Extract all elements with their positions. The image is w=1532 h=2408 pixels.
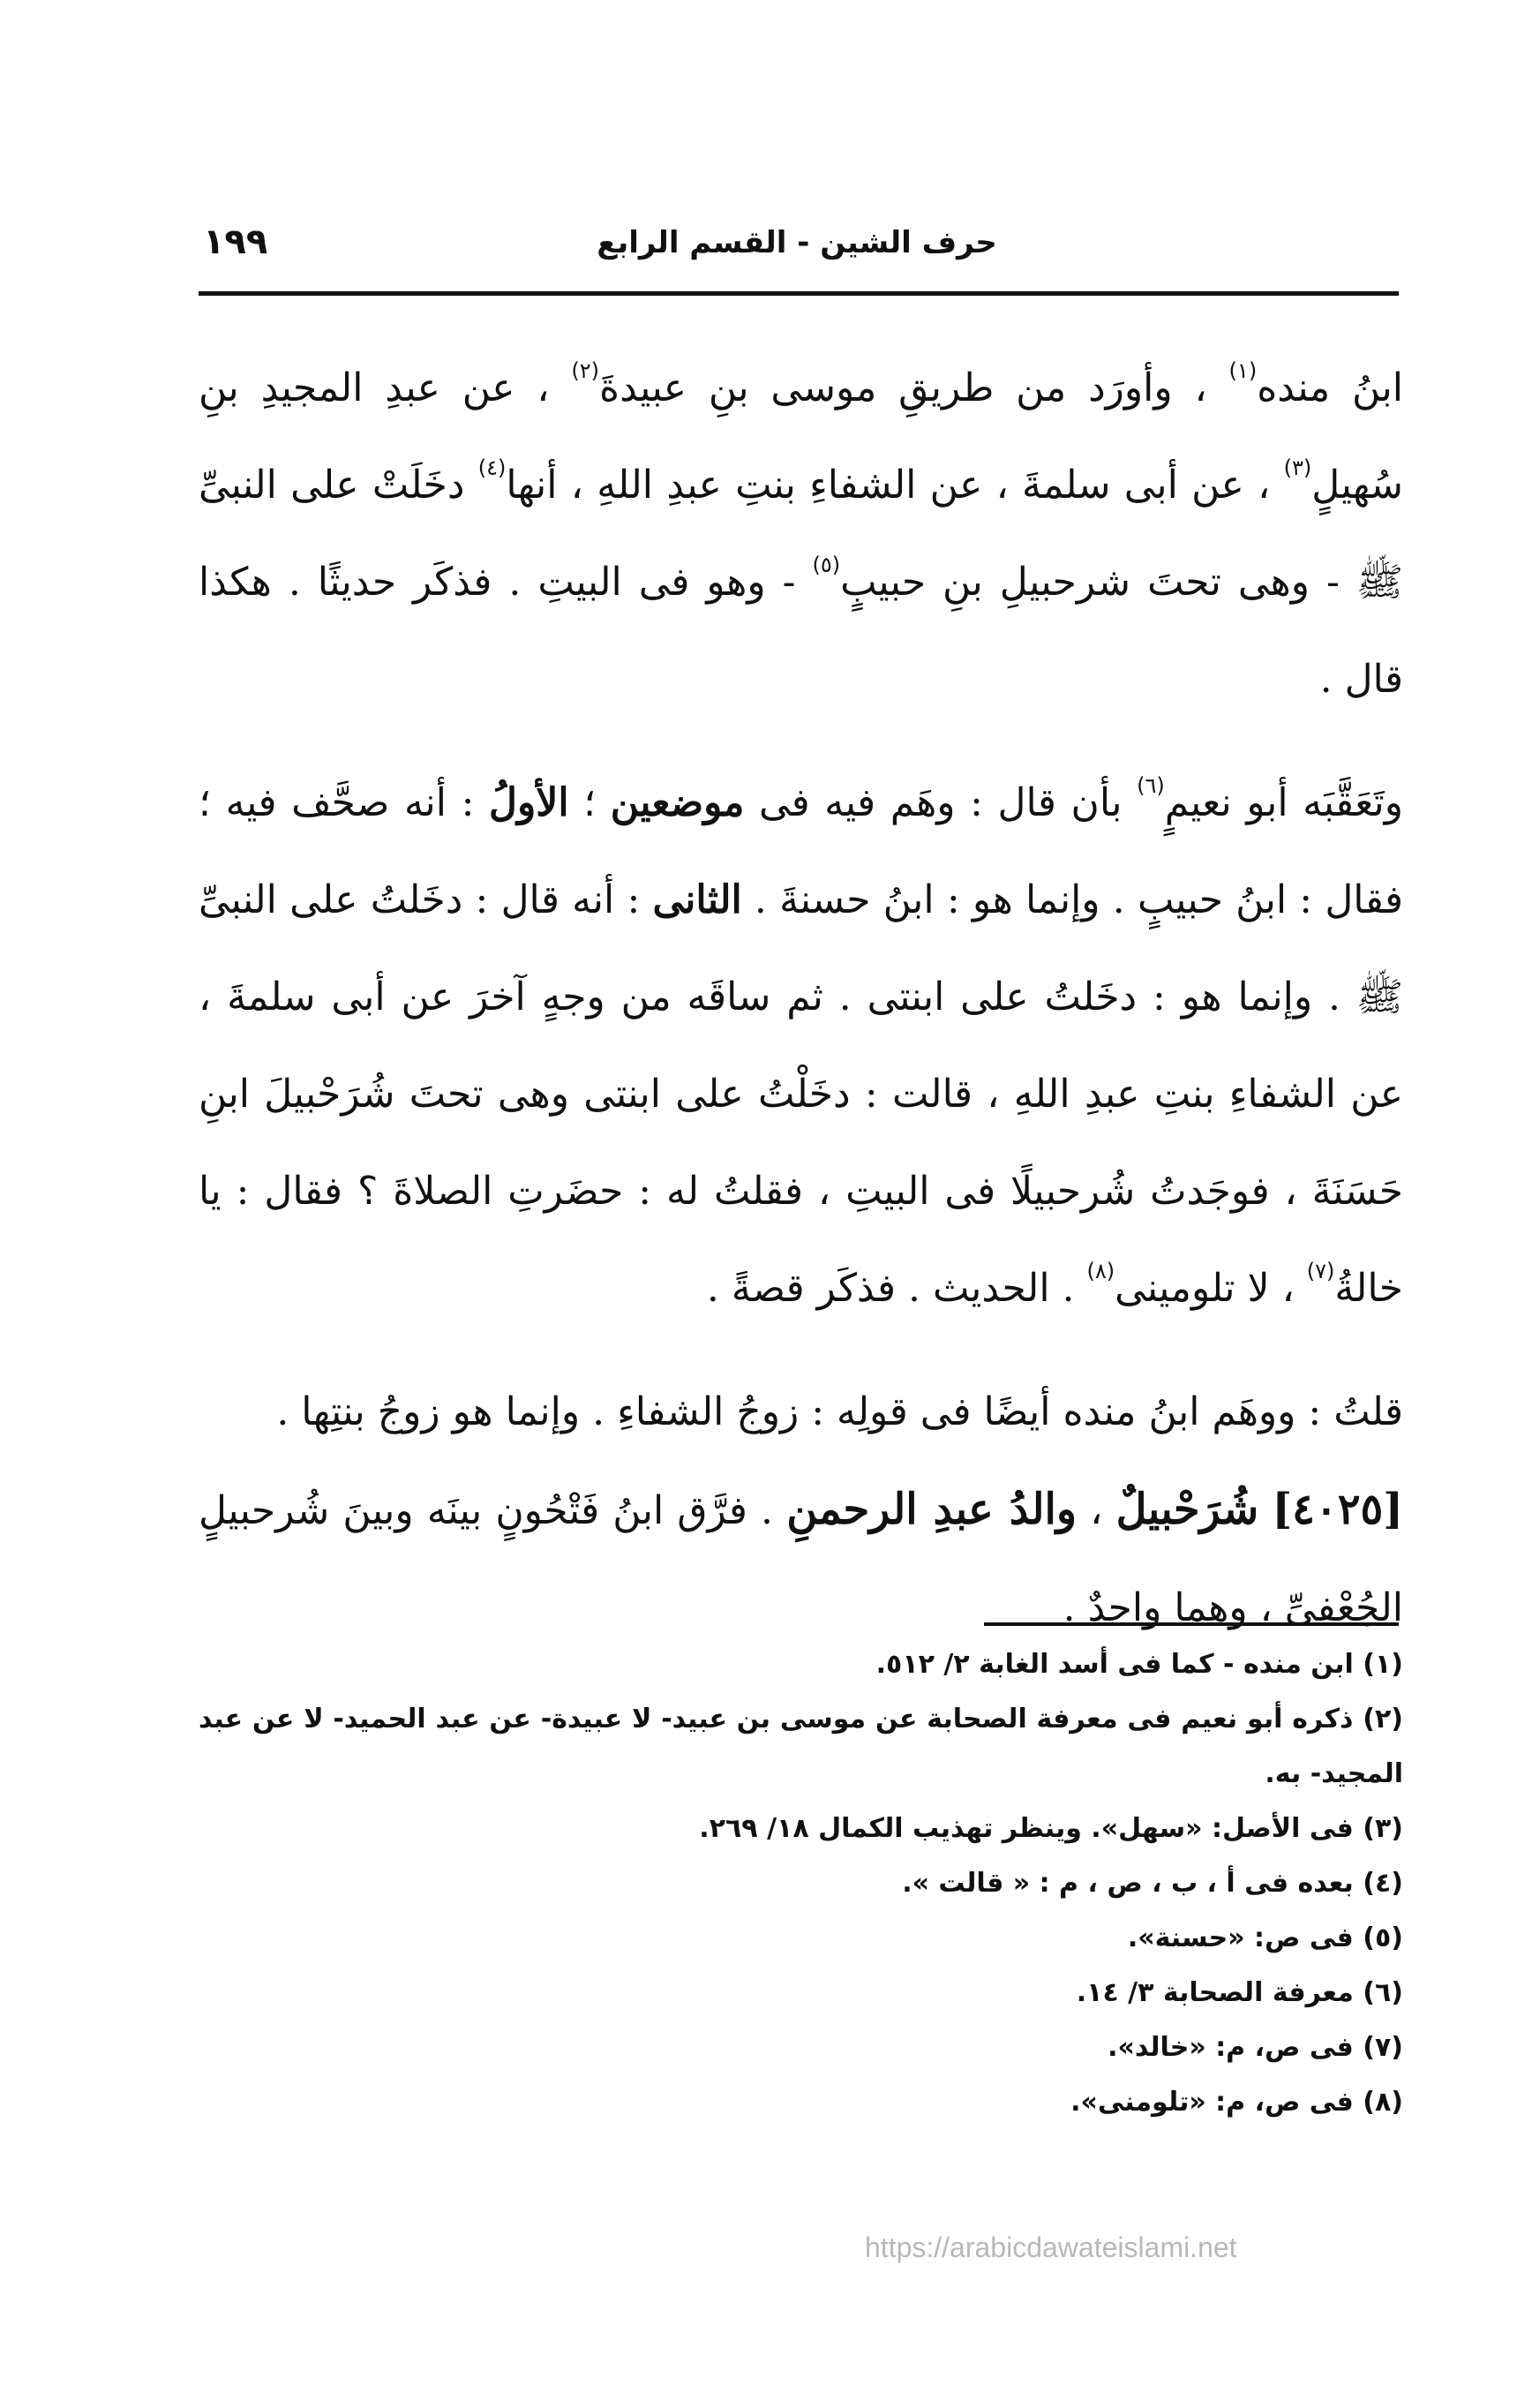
running-header xyxy=(203,222,1391,278)
footnote-7: (٧) فى ص، م: «خالد». xyxy=(1108,2032,1403,2063)
footnote-ref-6[interactable]: (٦) xyxy=(1137,773,1165,798)
text-run: : أنه قال : دخَلتُ على النبىِّ ﷺ . وإنما هو : دخَلتُ على ابنتى . ثم ساقَه من وجهٍ آخرَ عن أبى سلمةَ ، عن الشفاءِ بنتِ عبدِ اللهِ ، قالت : دخَلْتُ على ابنتى وهى تحتَ شُرَحْبيلَ ابنِ حَسَنَةَ ، فوجَدتُ شُرحبيلًا فى البيتِ ، فقلتُ له : حضَرتِ الصلاةَ ؟ فقال : يا خالةُ xyxy=(199,877,1403,1311)
footnote-divider xyxy=(984,1622,1399,1626)
footnotes xyxy=(199,1637,1403,2130)
footnote-ref-8[interactable]: (٨) xyxy=(1086,1259,1115,1283)
footnote-ref-4[interactable]: (٤) xyxy=(477,455,507,480)
footnote-2: (٢) ذكره أبو نعيم فى معرفة الصحابة عن موسى بن عبيد- لا عبيدة- عن عبد الحميد- لا عن عبد المجيد- به. xyxy=(199,1704,1403,1789)
watermark-url: https://arabicdawateislami.net xyxy=(865,2231,1237,2263)
footnote-1: (١) ابن منده - كما فى أسد الغابة ٢/ ٥١٢. xyxy=(875,1649,1403,1680)
bold-term: الثانى xyxy=(652,877,742,922)
text-run: ، لا تلومينى xyxy=(1115,1266,1307,1311)
footnote-ref-7[interactable]: (٧) xyxy=(1306,1259,1335,1283)
text-run: : أنه صحَّف فيه ؛ فقال : ابنُ حبيبٍ . وإنما هو : ابنُ حسنةَ . xyxy=(199,780,1403,922)
text-run: وتَعَقَّبَه أبو نعيمٍ xyxy=(1164,780,1403,825)
text-run: . فرَّق ابنُ فَتْحُونٍ بينَه وبينَ شُرحبيلٍ الجُعْفىِّ ، وهما واحدٌ . xyxy=(199,1488,1403,1630)
footnote-ref-5[interactable]: (٥) xyxy=(812,553,841,577)
entry-number: [٤٠٢٥] xyxy=(1272,1485,1403,1534)
text-run: - وهو فى البيتِ . فذكَر حديثًا . هكذا قال . xyxy=(199,560,1403,702)
text-run: . الحديث . فذكَر قصةً . xyxy=(706,1266,1087,1311)
paragraph-1 xyxy=(199,340,1403,728)
footnote-ref-3[interactable]: (٣) xyxy=(1283,455,1312,480)
footnote-4: (٤) بعده فى أ ، ب ، ص ، م : « قالت ». xyxy=(902,1868,1403,1899)
bold-term: موضعين xyxy=(610,780,745,825)
main-text xyxy=(199,340,1403,1657)
text-run: ، عن أبى سلمةَ ، عن الشفاءِ بنتِ عبدِ اللهِ ، أنها xyxy=(506,463,1284,508)
page-number: ١٩٩ xyxy=(203,222,268,262)
footnote-8: (٨) فى ص، م: «تلومنى». xyxy=(1070,2087,1403,2118)
header-divider xyxy=(199,291,1399,296)
text-run: ابنُ منده xyxy=(1257,365,1403,410)
footnote-ref-1[interactable]: (١) xyxy=(1228,358,1258,383)
header-title: حرف الشين - القسم الرابع xyxy=(597,225,997,260)
footnote-ref-2[interactable]: (٢) xyxy=(571,358,600,383)
paragraph-2 xyxy=(199,755,1403,1337)
text-run: ؛ xyxy=(568,780,611,825)
entry-epithet: والدُ عبدِ الرحمنِ xyxy=(786,1485,1078,1534)
footnote-5: (٥) فى ص: «حسنة». xyxy=(1127,1923,1403,1953)
text-run: ، xyxy=(1077,1488,1116,1533)
paragraph-3: قلتُ : ووهَم ابنُ منده أيضًا فى قولِه : زوجُ الشفاءِ . وإنما هو زوجُ بنتِها . xyxy=(276,1389,1403,1434)
footnote-6: (٦) معرفة الصحابة ٣/ ١٤. xyxy=(1076,1977,1403,2008)
bold-term: الأولُ xyxy=(489,780,569,825)
text-run: بأن قال : وهَم فيه فى xyxy=(744,780,1138,825)
text-run: دخَلَتْ على النبىِّ ﷺ - وهى تحتَ شرحبيلِ بنِ حبيبٍ xyxy=(199,463,1403,605)
text-run: ، وأورَد من طريقِ موسى بنِ عبيدةَ xyxy=(599,365,1229,410)
entry-name: شُرَحْبيلٌ xyxy=(1115,1485,1259,1534)
text-run: ، عن عبدِ المجيدِ بنِ سُهيلٍ xyxy=(199,365,1403,508)
entry-4025 xyxy=(199,1461,1403,1657)
footnote-3: (٣) فى الأصل: «سهل». وينظر تهذيب الكمال ١٨/ ٢٦٩. xyxy=(699,1813,1403,1844)
